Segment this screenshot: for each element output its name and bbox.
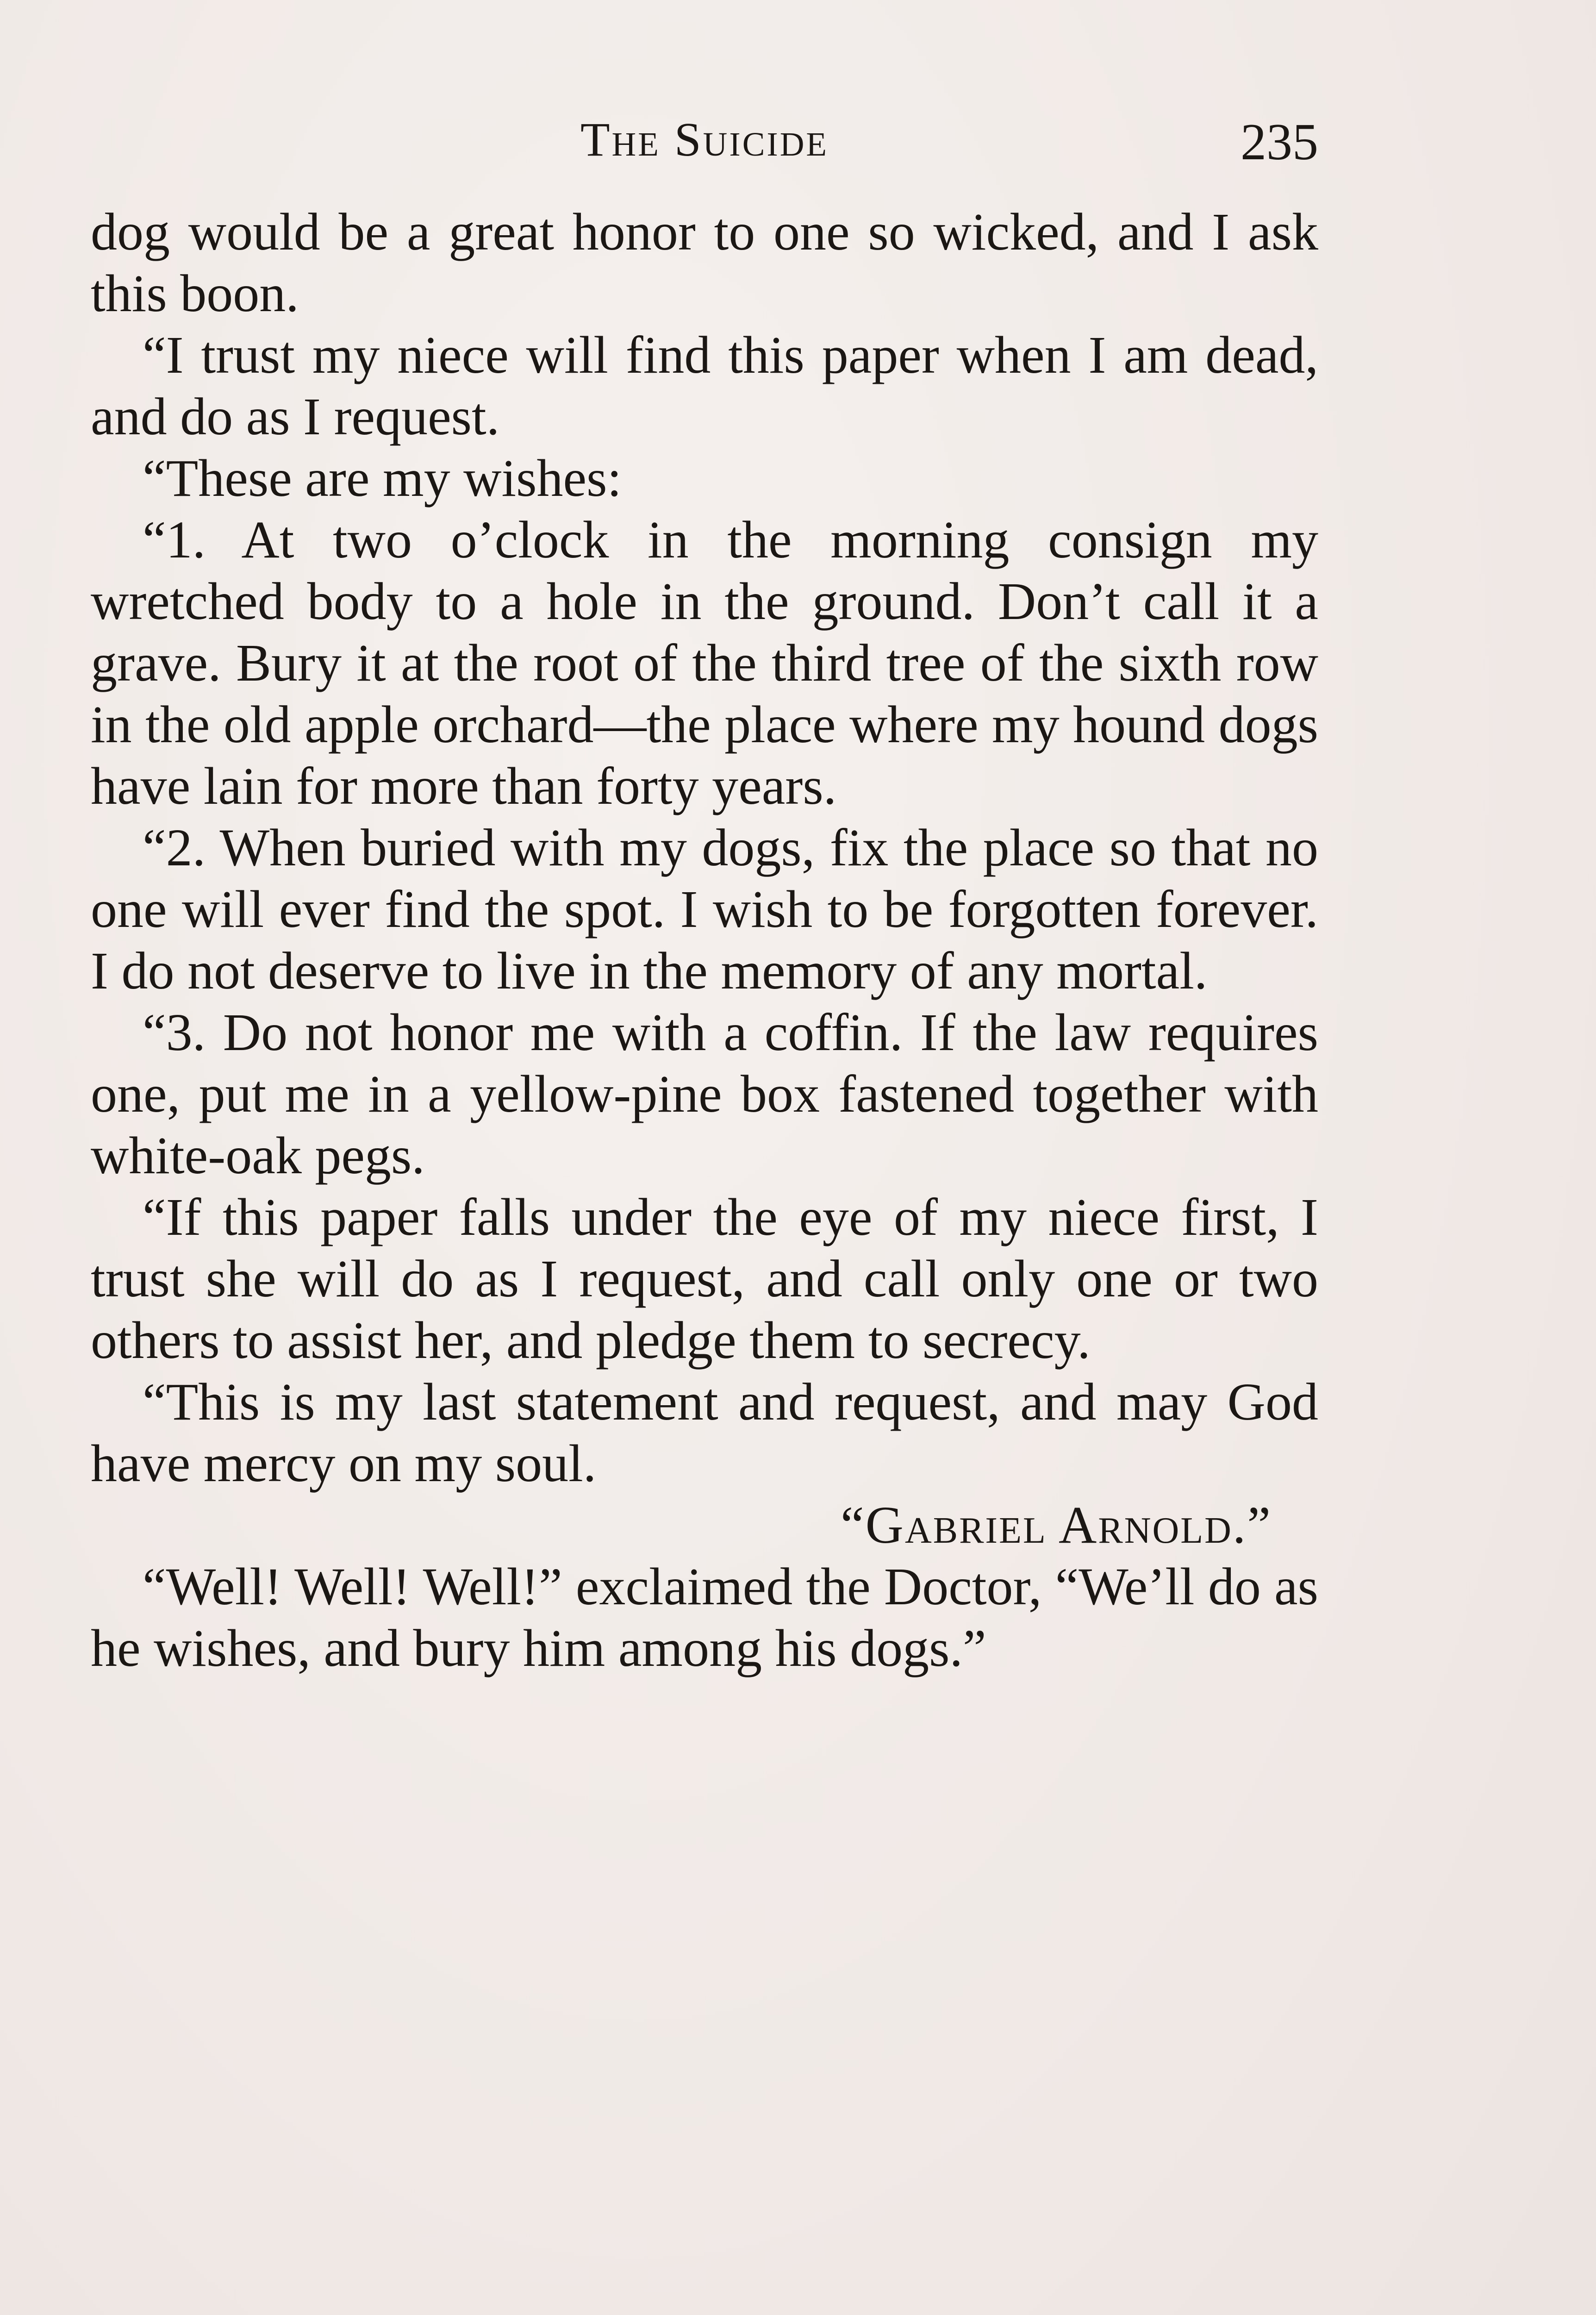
paragraph: “If this paper falls under the eye of my niece first, I trust she will do as I request, and call only one or two others to assist her, and pledge them to secrecy. [91,1188,1318,1370]
paragraph: “These are my wishes: [143,449,622,507]
page-number: 235 [1241,113,1318,171]
signature: “Gabriel Arnold.” [841,1495,1272,1554]
running-head [91,107,1318,172]
paragraph: dog would be a great honor to one so wicked, and I ask this boon. [91,202,1318,323]
paragraph: “1. At two o’clock in the morning consign my wretched body to a hole in the ground. Don’t call it a grave. Bury it at the root of the third tree of the sixth row in the old apple orchard—the place where my hound dogs have lain for more than forty years. [91,510,1318,815]
paragraph: “This is my last statement and request, and may God have mercy on my soul. [91,1372,1318,1493]
body-text [91,201,1318,1679]
paragraph: “2. When buried with my dogs, fix the place so that no one will ever find the spot. I wish to be forgotten forever. I do not deserve to live in the memory of any mortal. [91,818,1318,1000]
paragraph: “I trust my niece will find this paper when I am dead, and do as I request. [91,325,1318,446]
running-title: The Suicide [580,113,829,166]
paragraph: “3. Do not honor me with a coffin. If the law requires one, put me in a yellow-pine box fastened together with white-oak pegs. [91,1003,1318,1185]
closing-paragraph: “Well! Well! Well!” exclaimed the Doctor, “We’ll do as he wishes, and bury him among his dogs.” [91,1557,1318,1677]
